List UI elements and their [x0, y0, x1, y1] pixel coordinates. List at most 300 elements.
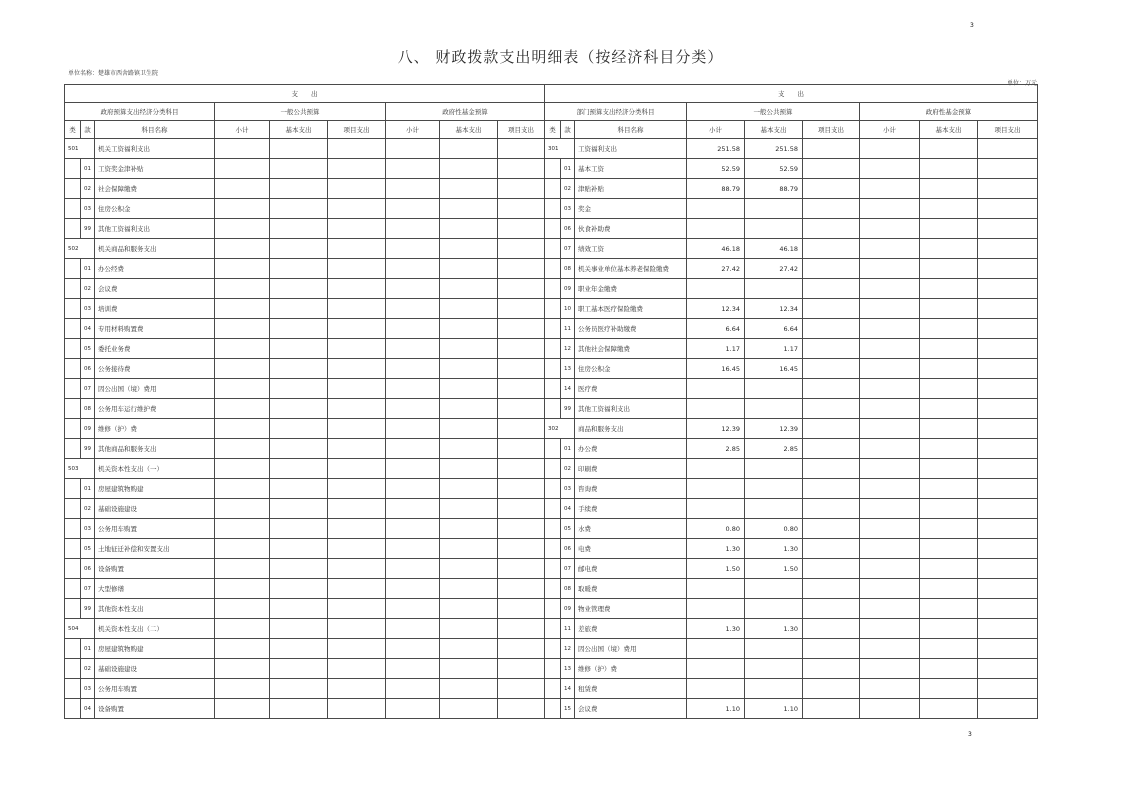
class-code-cell	[545, 639, 561, 659]
subject-name-cell: 因公出国（境）费用	[575, 639, 687, 659]
item-code-cell: 11	[561, 319, 575, 339]
fund-basic-cell	[920, 699, 978, 719]
table-row	[65, 299, 545, 319]
fund-basic-cell	[920, 359, 978, 379]
item-code-cell: 04	[81, 699, 95, 719]
class-code-cell	[65, 339, 81, 359]
subject-name-cell: 基础设施建设	[95, 659, 215, 679]
subject-name-cell: 邮电费	[575, 559, 687, 579]
right-col-basic: 基本支出	[745, 121, 803, 139]
subject-name-cell: 办公费	[575, 439, 687, 459]
basic-expense-cell	[745, 399, 803, 419]
project-expense-cell	[803, 559, 860, 579]
class-code-cell	[545, 359, 561, 379]
basic-expense-cell	[270, 239, 328, 259]
subtotal-cell	[687, 639, 745, 659]
fund-project-cell	[498, 299, 545, 319]
fund-subtotal-cell	[386, 679, 440, 699]
subtotal-cell	[215, 579, 270, 599]
fund-project-cell	[498, 159, 545, 179]
table-row	[65, 259, 545, 279]
fund-project-cell	[498, 379, 545, 399]
fund-project-cell	[978, 279, 1038, 299]
subtotal-cell: 12.39	[687, 419, 745, 439]
item-code-cell: 02	[561, 179, 575, 199]
table-row	[65, 639, 545, 659]
basic-expense-cell	[270, 259, 328, 279]
fund-subtotal-cell	[386, 419, 440, 439]
subtotal-cell	[215, 679, 270, 699]
fund-subtotal-cell	[860, 399, 920, 419]
item-code-cell: 03	[561, 479, 575, 499]
basic-expense-cell	[270, 579, 328, 599]
class-code-cell	[545, 199, 561, 219]
project-expense-cell	[803, 459, 860, 479]
basic-expense-cell	[745, 459, 803, 479]
table-row	[545, 299, 1038, 319]
fund-basic-cell	[440, 299, 498, 319]
item-code-cell: 03	[81, 199, 95, 219]
fund-subtotal-cell	[386, 379, 440, 399]
fund-subtotal-cell	[386, 359, 440, 379]
fund-basic-cell	[440, 539, 498, 559]
table-row	[65, 499, 545, 519]
item-code-cell: 99	[81, 599, 95, 619]
fund-basic-cell	[440, 419, 498, 439]
basic-expense-cell	[270, 459, 328, 479]
fund-project-cell	[978, 199, 1038, 219]
table-row	[545, 699, 1038, 719]
basic-expense-cell	[270, 279, 328, 299]
fund-subtotal-cell	[386, 179, 440, 199]
right-col-name: 科目名称	[575, 121, 687, 139]
subject-name-cell: 津贴补贴	[575, 179, 687, 199]
fund-subtotal-cell	[386, 259, 440, 279]
fund-subtotal-cell	[860, 259, 920, 279]
project-expense-cell	[803, 359, 860, 379]
subtotal-cell	[215, 439, 270, 459]
subtotal-cell	[687, 459, 745, 479]
subtotal-cell: 1.10	[687, 699, 745, 719]
class-code-cell	[545, 399, 561, 419]
class-code-cell	[545, 219, 561, 239]
subtotal-cell	[215, 519, 270, 539]
project-expense-cell	[328, 619, 386, 639]
basic-expense-cell	[270, 559, 328, 579]
item-code-cell: 99	[81, 219, 95, 239]
basic-expense-cell	[270, 439, 328, 459]
fund-project-cell	[498, 319, 545, 339]
project-expense-cell	[328, 459, 386, 479]
left-col-basic-fund: 基本支出	[440, 121, 498, 139]
table-row	[65, 599, 545, 619]
fund-subtotal-cell	[386, 319, 440, 339]
table-row	[545, 339, 1038, 359]
left-general-budget-header: 一般公共预算	[215, 103, 386, 121]
subject-name-cell: 维修（护）费	[575, 659, 687, 679]
project-expense-cell	[328, 259, 386, 279]
table-row	[545, 439, 1038, 459]
table-row	[545, 519, 1038, 539]
fund-basic-cell	[920, 299, 978, 319]
right-fund-budget-header: 政府性基金预算	[860, 103, 1038, 121]
right-col-item: 款	[561, 121, 575, 139]
left-top-header: 支 出	[65, 85, 545, 103]
fund-subtotal-cell	[386, 159, 440, 179]
item-code-cell: 06	[81, 559, 95, 579]
fund-project-cell	[498, 659, 545, 679]
basic-expense-cell: 251.58	[745, 139, 803, 159]
left-col-subtotal-fund: 小计	[386, 121, 440, 139]
basic-expense-cell	[270, 659, 328, 679]
class-code-cell	[65, 499, 81, 519]
project-expense-cell	[803, 679, 860, 699]
subject-name-cell: 公务接待费	[95, 359, 215, 379]
fund-basic-cell	[920, 139, 978, 159]
project-expense-cell	[328, 359, 386, 379]
class-code-cell	[65, 319, 81, 339]
left-col-name: 科目名称	[95, 121, 215, 139]
class-code-cell	[545, 459, 561, 479]
right-col-class: 类	[545, 121, 561, 139]
subtotal-cell	[215, 419, 270, 439]
fund-basic-cell	[920, 539, 978, 559]
project-expense-cell	[328, 659, 386, 679]
subject-name-cell: 医疗费	[575, 379, 687, 399]
item-code-cell: 05	[81, 539, 95, 559]
subject-name-cell: 手续费	[575, 499, 687, 519]
fund-basic-cell	[440, 279, 498, 299]
fund-subtotal-cell	[386, 579, 440, 599]
item-code-cell: 08	[81, 399, 95, 419]
fund-subtotal-cell	[860, 639, 920, 659]
fund-project-cell	[498, 599, 545, 619]
table-row	[545, 419, 1038, 439]
fund-basic-cell	[440, 699, 498, 719]
subtotal-cell	[687, 679, 745, 699]
subtotal-cell: 6.64	[687, 319, 745, 339]
subject-name-cell: 其他商品和服务支出	[95, 439, 215, 459]
basic-expense-cell	[270, 219, 328, 239]
fund-subtotal-cell	[860, 299, 920, 319]
basic-expense-cell	[270, 179, 328, 199]
class-code-cell	[65, 659, 81, 679]
table-row	[545, 659, 1038, 679]
table-row	[65, 679, 545, 699]
subject-name-cell: 土地征迁补偿和安置支出	[95, 539, 215, 559]
item-code-cell: 13	[561, 659, 575, 679]
class-code-cell	[65, 599, 81, 619]
class-code-cell	[545, 539, 561, 559]
item-code-cell: 06	[561, 219, 575, 239]
table-row	[545, 239, 1038, 259]
table-row	[545, 179, 1038, 199]
class-code-cell	[545, 239, 561, 259]
item-code-cell: 07	[561, 239, 575, 259]
basic-expense-cell: 2.85	[745, 439, 803, 459]
project-expense-cell	[803, 639, 860, 659]
project-expense-cell	[328, 399, 386, 419]
fund-subtotal-cell	[860, 459, 920, 479]
fund-project-cell	[498, 559, 545, 579]
basic-expense-cell: 12.39	[745, 419, 803, 439]
project-expense-cell	[328, 599, 386, 619]
subject-name-cell: 租赁费	[575, 679, 687, 699]
basic-expense-cell	[745, 579, 803, 599]
subtotal-cell: 2.85	[687, 439, 745, 459]
fund-project-cell	[978, 679, 1038, 699]
subject-name-cell: 会议费	[575, 699, 687, 719]
fund-project-cell	[978, 699, 1038, 719]
basic-expense-cell: 46.18	[745, 239, 803, 259]
fund-subtotal-cell	[860, 519, 920, 539]
left-col-class: 类	[65, 121, 81, 139]
right-top-header: 支 出	[545, 85, 1038, 103]
fund-basic-cell	[440, 659, 498, 679]
fund-subtotal-cell	[386, 279, 440, 299]
table-row	[545, 599, 1038, 619]
subtotal-cell	[215, 639, 270, 659]
subject-name-cell: 因公出国（境）费用	[95, 379, 215, 399]
class-code-cell	[65, 159, 81, 179]
subtotal-cell	[215, 299, 270, 319]
fund-project-cell	[978, 599, 1038, 619]
project-expense-cell	[328, 579, 386, 599]
project-expense-cell	[803, 279, 860, 299]
subject-name-cell: 其他资本性支出	[95, 599, 215, 619]
subject-name-cell: 绩效工资	[575, 239, 687, 259]
fund-project-cell	[498, 579, 545, 599]
subtotal-cell	[687, 659, 745, 679]
item-code-cell: 04	[81, 319, 95, 339]
fund-subtotal-cell	[860, 559, 920, 579]
subtotal-cell: 1.30	[687, 619, 745, 639]
subtotal-cell	[215, 479, 270, 499]
fund-subtotal-cell	[860, 619, 920, 639]
table-row	[545, 279, 1038, 299]
fund-basic-cell	[440, 139, 498, 159]
fund-subtotal-cell	[860, 239, 920, 259]
subtotal-cell	[215, 359, 270, 379]
fund-project-cell	[978, 139, 1038, 159]
fund-basic-cell	[920, 659, 978, 679]
fund-project-cell	[978, 539, 1038, 559]
item-code-cell: 03	[81, 299, 95, 319]
subject-name-cell: 办公经费	[95, 259, 215, 279]
class-code-cell	[65, 179, 81, 199]
class-code-cell	[545, 579, 561, 599]
fund-subtotal-cell	[386, 699, 440, 719]
fund-project-cell	[498, 479, 545, 499]
table-row	[65, 279, 545, 299]
basic-expense-cell: 27.42	[745, 259, 803, 279]
right-col-project-fund: 项目支出	[978, 121, 1038, 139]
item-code-cell: 02	[81, 659, 95, 679]
project-expense-cell	[803, 419, 860, 439]
fund-basic-cell	[920, 499, 978, 519]
fund-basic-cell	[440, 519, 498, 539]
item-code-cell: 12	[561, 639, 575, 659]
fund-basic-cell	[440, 579, 498, 599]
item-code-cell: 15	[561, 699, 575, 719]
fund-subtotal-cell	[860, 219, 920, 239]
fund-project-cell	[978, 339, 1038, 359]
table-row	[65, 339, 545, 359]
fund-project-cell	[978, 619, 1038, 639]
item-code-cell: 04	[561, 499, 575, 519]
basic-expense-cell	[745, 379, 803, 399]
class-code-cell	[545, 259, 561, 279]
item-code-cell: 02	[561, 459, 575, 479]
fund-basic-cell	[440, 679, 498, 699]
item-code-cell: 06	[561, 539, 575, 559]
basic-expense-cell	[270, 139, 328, 159]
project-expense-cell	[803, 159, 860, 179]
subtotal-cell	[215, 399, 270, 419]
item-code-cell: 05	[561, 519, 575, 539]
fund-project-cell	[978, 479, 1038, 499]
fund-project-cell	[498, 679, 545, 699]
subject-name-cell: 水费	[575, 519, 687, 539]
table-row	[545, 359, 1038, 379]
fund-project-cell	[978, 499, 1038, 519]
project-expense-cell	[328, 199, 386, 219]
item-code-cell: 03	[81, 679, 95, 699]
fund-basic-cell	[920, 479, 978, 499]
fund-subtotal-cell	[386, 639, 440, 659]
table-row	[545, 559, 1038, 579]
basic-expense-cell	[270, 199, 328, 219]
table-row	[545, 459, 1038, 479]
fund-project-cell	[978, 579, 1038, 599]
subject-name-cell: 奖金	[575, 199, 687, 219]
fund-basic-cell	[920, 219, 978, 239]
basic-expense-cell	[745, 219, 803, 239]
basic-expense-cell: 52.59	[745, 159, 803, 179]
table-row	[545, 679, 1038, 699]
basic-expense-cell: 1.50	[745, 559, 803, 579]
project-expense-cell	[328, 179, 386, 199]
project-expense-cell	[328, 159, 386, 179]
subtotal-cell	[215, 619, 270, 639]
fund-basic-cell	[440, 319, 498, 339]
basic-expense-cell: 1.10	[745, 699, 803, 719]
table-row	[65, 459, 545, 479]
subject-name-cell: 公务用车购置	[95, 679, 215, 699]
class-code-cell	[65, 359, 81, 379]
subtotal-cell: 46.18	[687, 239, 745, 259]
fund-project-cell	[498, 399, 545, 419]
fund-basic-cell	[920, 239, 978, 259]
table-row	[545, 539, 1038, 559]
basic-expense-cell	[745, 599, 803, 619]
fund-subtotal-cell	[860, 199, 920, 219]
subtotal-cell	[215, 659, 270, 679]
project-expense-cell	[803, 479, 860, 499]
class-code-cell	[65, 219, 81, 239]
table-row	[65, 199, 545, 219]
class-code-cell: 302	[545, 419, 575, 439]
fund-subtotal-cell	[860, 439, 920, 459]
table-row	[65, 359, 545, 379]
table-row	[545, 219, 1038, 239]
project-expense-cell	[803, 599, 860, 619]
class-code-cell: 504	[65, 619, 95, 639]
subject-name-cell: 咨询费	[575, 479, 687, 499]
fund-project-cell	[498, 699, 545, 719]
fund-subtotal-cell	[386, 479, 440, 499]
class-code-cell	[545, 339, 561, 359]
fund-subtotal-cell	[386, 519, 440, 539]
subject-name-cell: 其他社会保障缴费	[575, 339, 687, 359]
fund-basic-cell	[920, 599, 978, 619]
fund-project-cell	[498, 499, 545, 519]
fund-project-cell	[978, 359, 1038, 379]
table-row	[65, 439, 545, 459]
basic-expense-cell: 0.80	[745, 519, 803, 539]
fund-basic-cell	[920, 179, 978, 199]
fund-project-cell	[498, 359, 545, 379]
subject-name-cell: 社会保障缴费	[95, 179, 215, 199]
fund-project-cell	[978, 459, 1038, 479]
fund-subtotal-cell	[860, 139, 920, 159]
project-expense-cell	[328, 559, 386, 579]
item-code-cell: 99	[81, 439, 95, 459]
fund-project-cell	[978, 179, 1038, 199]
item-code-cell: 07	[81, 579, 95, 599]
item-code-cell: 06	[81, 359, 95, 379]
basic-expense-cell	[270, 499, 328, 519]
subject-name-cell: 印刷费	[575, 459, 687, 479]
basic-expense-cell	[270, 399, 328, 419]
fund-basic-cell	[440, 399, 498, 419]
subtotal-cell	[215, 699, 270, 719]
subtotal-cell	[215, 259, 270, 279]
fund-project-cell	[498, 259, 545, 279]
project-expense-cell	[803, 299, 860, 319]
left-col-project-fund: 项目支出	[498, 121, 545, 139]
fund-project-cell	[978, 299, 1038, 319]
class-code-cell	[545, 679, 561, 699]
subject-name-cell: 工资奖金津补贴	[95, 159, 215, 179]
table-row	[65, 699, 545, 719]
subtotal-cell: 88.79	[687, 179, 745, 199]
class-code-cell	[65, 379, 81, 399]
fund-project-cell	[978, 519, 1038, 539]
class-code-cell	[545, 299, 561, 319]
fund-basic-cell	[920, 439, 978, 459]
class-code-cell	[65, 419, 81, 439]
fund-subtotal-cell	[386, 139, 440, 159]
class-code-cell	[545, 519, 561, 539]
fund-basic-cell	[920, 159, 978, 179]
table-row	[545, 259, 1038, 279]
project-expense-cell	[803, 539, 860, 559]
project-expense-cell	[328, 319, 386, 339]
basic-expense-cell: 88.79	[745, 179, 803, 199]
table-row	[545, 479, 1038, 499]
class-code-cell	[65, 639, 81, 659]
fund-subtotal-cell	[860, 279, 920, 299]
left-col-item: 款	[81, 121, 95, 139]
class-code-cell	[545, 479, 561, 499]
table-row	[65, 239, 545, 259]
fund-basic-cell	[440, 479, 498, 499]
table-row	[65, 179, 545, 199]
fund-project-cell	[498, 139, 545, 159]
subject-name-cell: 大型修缮	[95, 579, 215, 599]
table-row	[545, 199, 1038, 219]
